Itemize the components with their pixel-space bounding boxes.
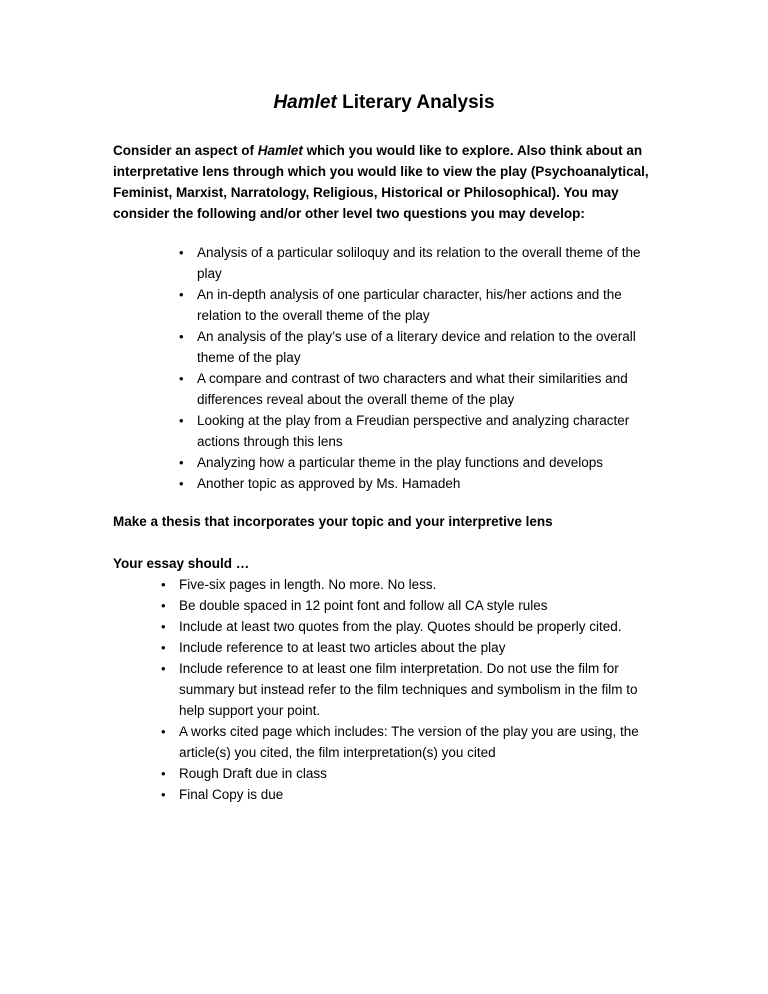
title-play-name: Hamlet	[273, 92, 337, 113]
topic-item	[179, 242, 658, 284]
bullet-icon: •	[179, 371, 184, 386]
requirement-item	[161, 763, 658, 784]
intro-part2: which you would like to explore. Also think about an interpretative lens through which you would like to view the play (Psychoanalytical, Feminist, Marxist, Narratology, Religious, Historical or Philosophical). You may consider the following and/or other level two questions you may develop:	[113, 143, 649, 221]
topic-item	[179, 368, 658, 410]
topic-item	[179, 326, 658, 368]
bullet-icon: •	[161, 661, 166, 676]
bullet-icon: •	[179, 455, 184, 470]
requirement-item-text: Five-six pages in length. No more. No less.	[179, 577, 437, 592]
topic-item	[179, 410, 658, 452]
bullet-icon: •	[179, 413, 184, 428]
requirement-item-text: Include reference to at least one film interpretation. Do not use the film for summary but instead refer to the film techniques and symbolism in the film to help support your point.	[179, 661, 638, 718]
requirement-item	[161, 595, 658, 616]
topic-item-text: An in-depth analysis of one particular character, his/her actions and the relation to the overall theme of the play	[197, 287, 622, 323]
topic-item-text: Another topic as approved by Ms. Hamadeh	[197, 476, 461, 491]
page-title	[0, 91, 768, 115]
requirement-item	[161, 784, 658, 805]
requirement-item	[161, 637, 658, 658]
bullet-icon: •	[161, 640, 166, 655]
bullet-icon: •	[161, 724, 166, 739]
essay-requirements-heading: Your essay should …	[113, 556, 250, 571]
topic-item	[179, 452, 658, 473]
intro-paragraph	[113, 140, 658, 224]
thesis-instruction: Make a thesis that incorporates your topic and your interpretive lens	[113, 514, 553, 529]
topic-item-text: Analysis of a particular soliloquy and its relation to the overall theme of the play	[197, 245, 641, 281]
intro-part1: Consider an aspect of	[113, 143, 258, 158]
bullet-icon: •	[179, 329, 184, 344]
bullet-icon: •	[179, 245, 184, 260]
requirement-item	[161, 658, 658, 721]
requirement-item-text: Include reference to at least two articles about the play	[179, 640, 506, 655]
requirement-item-text: Rough Draft due in class	[179, 766, 327, 781]
bullet-icon: •	[161, 787, 166, 802]
topics-list	[113, 242, 658, 494]
topic-item-text: An analysis of the play’s use of a literary device and relation to the overall theme of the play	[197, 329, 636, 365]
topic-item-text: Looking at the play from a Freudian perspective and analyzing character actions through this lens	[197, 413, 630, 449]
requirement-item	[161, 721, 658, 763]
requirement-item-text: Be double spaced in 12 point font and follow all CA style rules	[179, 598, 548, 613]
requirement-item-text: Include at least two quotes from the play. Quotes should be properly cited.	[179, 619, 622, 634]
topic-item	[179, 284, 658, 326]
requirement-item-text: A works cited page which includes: The version of the play you are using, the article(s) you cited, the film interpretation(s) you cited	[179, 724, 639, 760]
requirement-item-text: Final Copy is due	[179, 787, 284, 802]
requirement-item	[161, 616, 658, 637]
bullet-icon: •	[161, 598, 166, 613]
bullet-icon: •	[161, 619, 166, 634]
bullet-icon: •	[179, 287, 184, 302]
document-body	[113, 140, 658, 805]
requirement-item	[161, 574, 658, 595]
intro-play-name: Hamlet	[257, 143, 303, 158]
bullet-icon: •	[161, 766, 166, 781]
bullet-icon: •	[179, 476, 184, 491]
topic-item	[179, 473, 658, 494]
bullet-icon: •	[161, 577, 166, 592]
topic-item-text: Analyzing how a particular theme in the play functions and develops	[197, 455, 603, 470]
topic-item-text: A compare and contrast of two characters and what their similarities and differences reveal about the overall theme of the play	[197, 371, 628, 407]
requirements-list	[113, 574, 658, 805]
title-rest: Literary Analysis	[336, 92, 495, 113]
